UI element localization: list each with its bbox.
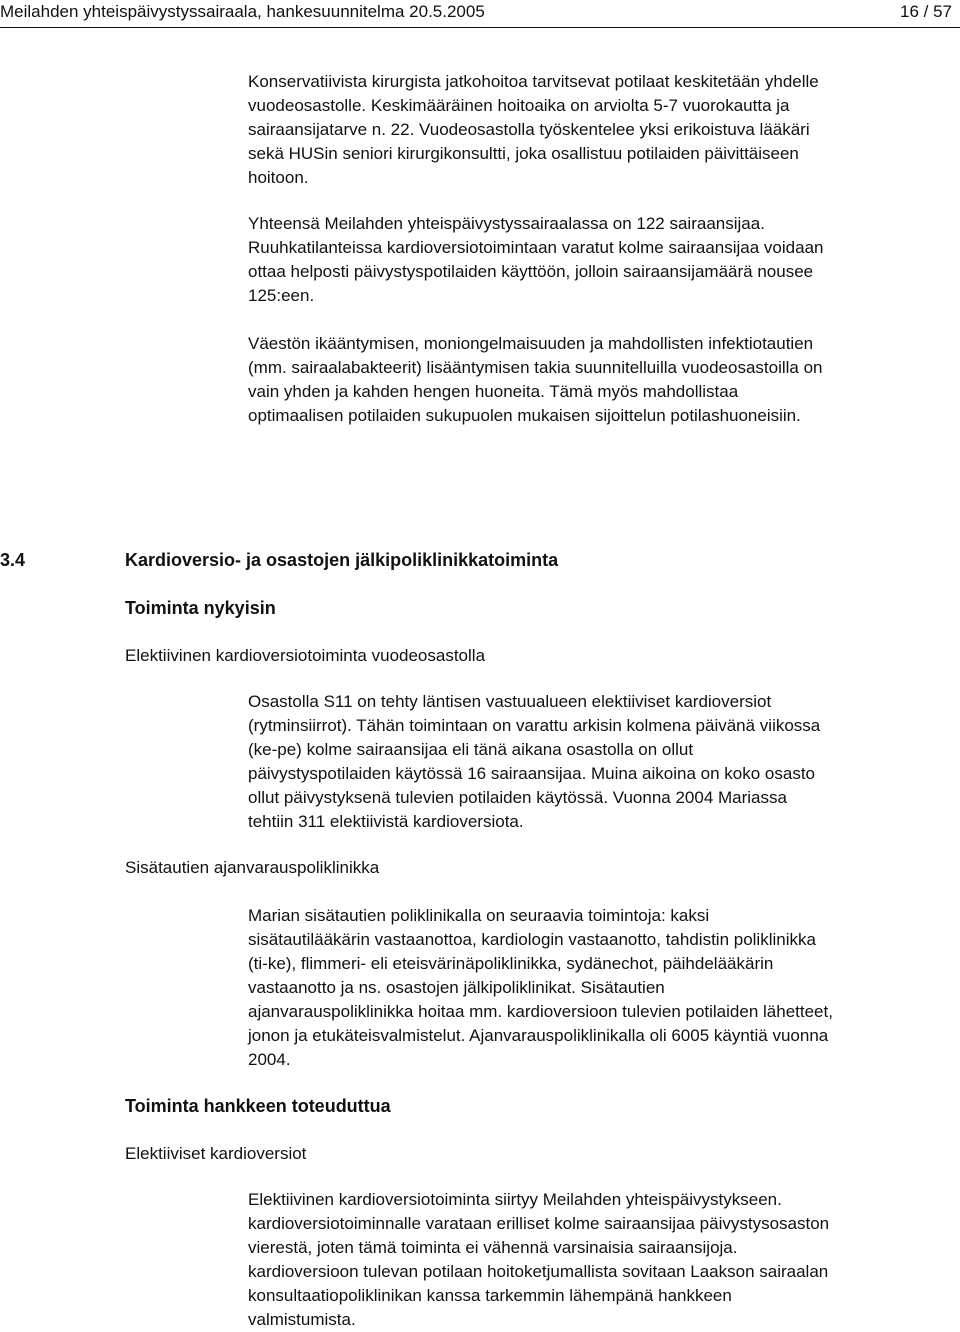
outpatient-clinic-subheading: Sisätautien ajanvarauspoliklinikka [125, 858, 380, 877]
text-line: Osastolla S11 on tehty läntisen vastuualueen elektiiviset kardioversiot [248, 692, 772, 711]
text-line: valmistumista. [248, 1310, 356, 1329]
text-line: Marian sisätautien poliklinikalla on seuraavia toimintoja: kaksi [248, 906, 710, 925]
header-divider [0, 27, 960, 28]
text-line: päivystyspotilaiden käytössä 16 sairaansijaa. Muina aikoina on koko osasto [248, 764, 815, 783]
text-line: jonon ja etukäteisvalmistelut. Ajanvarauspoliklinikalla oli 6005 käyntiä vuonna [248, 1026, 829, 1045]
intro-paragraph-1 [248, 70, 819, 190]
text-line: sairaansijatarve n. 22. Vuodeosastolla työskentelee yksi erikoistuva lääkäri [248, 120, 810, 139]
text-line: ajanvarauspoliklinikka hoitaa mm. kardioversioon tulevien potilaiden lähetteet, [248, 1002, 833, 1021]
text-line: ottaa helposti päivystyspotilaiden käyttöön, jolloin sairaansijamäärä nousee [248, 262, 814, 281]
elective-cardioversion-paragraph [248, 690, 820, 834]
text-line: (mm. sairaalabakteerit) lisääntymisen takia suunnitelluilla vuodeosastoilla on [248, 358, 823, 377]
text-line: vierestä, joten tämä toiminta ei vähennä varsinaisia sairaansijoja. [248, 1238, 738, 1257]
document-title: Meilahden yhteispäivystyssairaala, hankesuunnitelma 20.5.2005 [0, 2, 485, 21]
intro-paragraph-3 [248, 332, 823, 428]
text-line: vastaanotto ja ns. osastojen jälkipoliklinikat. Sisätautien [248, 978, 665, 997]
page-number: 16 / 57 [900, 2, 952, 21]
text-line: (ke-pe) kolme sairaansijaa eli tänä aikana osastolla on ollut [248, 740, 694, 759]
text-line: kardioversioon tulevan potilaan hoitoketjumallista sovitaan Laakson sairaalan [248, 1262, 829, 1281]
text-line: sekä HUSin seniori kirurgikonsultti, joka osallistuu potilaiden päivittäiseen [248, 144, 799, 163]
text-line: konsultaatiopoliklinikan kanssa tarkemmin lähempänä hankkeen [248, 1286, 732, 1305]
text-line: ollut päivystyksenä tulevien potilaiden käytössä. Vuonna 2004 Mariassa [248, 788, 787, 807]
text-line: (ti-ke), flimmeri- eli eteisvärinäpoliklinikka, sydänechot, päihdelääkärin [248, 954, 774, 973]
text-line: vuodeosastolle. Keskimääräinen hoitoaika on arviolta 5-7 vuorokautta ja [248, 96, 790, 115]
elective-cardioversion-subheading: Elektiivinen kardioversiotoiminta vuodeosastolla [125, 646, 486, 665]
elective-cardioversions-paragraph [248, 1188, 829, 1332]
outpatient-clinic-paragraph [248, 904, 833, 1072]
text-line: sisätautilääkärin vastaanottoa, kardiologin vastaanotto, tahdistin poliklinikka [248, 930, 816, 949]
intro-paragraph-2 [248, 212, 823, 308]
elective-cardioversions-subheading: Elektiiviset kardioversiot [125, 1144, 307, 1163]
text-line: optimaalisen potilaiden sukupuolen mukaisen sijoittelun potilashuoneisiin. [248, 406, 801, 425]
after-project-heading: Toiminta hankkeen toteuduttua [125, 1096, 391, 1116]
text-line: Konservatiivista kirurgista jatkohoitoa tarvitsevat potilaat keskitetään yhdelle [248, 72, 819, 91]
text-line: Yhteensä Meilahden yhteispäivystyssairaalassa on 122 sairaansijaa. [248, 214, 765, 233]
text-line: vain yhden ja kahden hengen huoneita. Tämä myös mahdollistaa [248, 382, 739, 401]
text-line: Väestön ikääntymisen, moniongelmaisuuden ja mahdollisten infektiotautien [248, 334, 814, 353]
text-line: 125:een. [248, 286, 315, 305]
text-line: tehtiin 311 elektiivistä kardioversiota. [248, 812, 524, 831]
text-line: Ruuhkatilanteissa kardioversiotoimintaan varatut kolme sairaansijaa voidaan [248, 238, 824, 257]
current-operations-heading: Toiminta nykyisin [125, 598, 276, 618]
text-line: (rytminsiirrot). Tähän toimintaan on varattu arkisin kolmena päivänä viikossa [248, 716, 821, 735]
page-header [0, 0, 960, 30]
text-line: Elektiivinen kardioversiotoiminta siirtyy Meilahden yhteispäivystykseen. [248, 1190, 782, 1209]
section-title: Kardioversio- ja osastojen jälkipoliklinikkatoiminta [125, 550, 559, 570]
section-number: 3.4 [0, 550, 26, 570]
text-line: 2004. [248, 1050, 291, 1069]
text-line: kardioversiotoiminnalle varataan erilliset kolme sairaansijaa päivystysosaston [248, 1214, 830, 1233]
text-line: hoitoon. [248, 168, 309, 187]
